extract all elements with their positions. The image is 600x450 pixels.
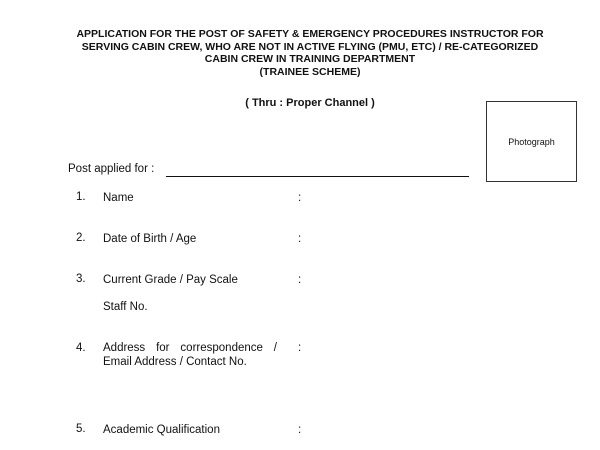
post-applied-label: Post applied for :: [68, 163, 155, 175]
field-colon: :: [298, 192, 302, 204]
field-number: 2.: [76, 232, 86, 244]
field-number: 5.: [76, 423, 86, 435]
field-number: 3.: [76, 273, 86, 285]
field-label-name: Name: [103, 192, 134, 204]
photograph-label: Photograph: [508, 136, 555, 147]
field-label-address-line-2: Email Address / Contact No.: [103, 356, 247, 368]
title-line-4: (TRAINEE SCHEME): [259, 65, 361, 78]
field-label-dob-age: Date of Birth / Age: [103, 233, 197, 245]
field-label-address-line-1: Address for correspondence /: [103, 342, 277, 354]
field-label-academic-qualification: Academic Qualification: [103, 424, 220, 436]
field-colon: :: [298, 424, 302, 436]
proper-channel-note: ( Thru : Proper Channel ): [245, 97, 375, 109]
field-colon: :: [298, 274, 302, 286]
field-label-grade-pay-scale: Current Grade / Pay Scale: [103, 274, 238, 286]
field-number: 1.: [76, 191, 86, 203]
title-line-2: SERVING CABIN CREW, WHO ARE NOT IN ACTIVE FLYING (PMU, ETC) / RE-CATEGORIZED: [81, 40, 539, 53]
field-label-staff-no: Staff No.: [103, 301, 148, 313]
form-title: [50, 28, 570, 78]
post-applied-input-line[interactable]: [166, 176, 469, 177]
field-colon: :: [298, 233, 302, 245]
title-line-3: CABIN CREW IN TRAINING DEPARTMENT: [204, 53, 416, 65]
photograph-box: [486, 101, 577, 182]
field-number: 4.: [76, 342, 86, 354]
field-colon: :: [298, 342, 302, 354]
title-line-1: APPLICATION FOR THE POST OF SAFETY & EMERGENCY PROCEDURES INSTRUCTOR FOR: [76, 28, 544, 40]
